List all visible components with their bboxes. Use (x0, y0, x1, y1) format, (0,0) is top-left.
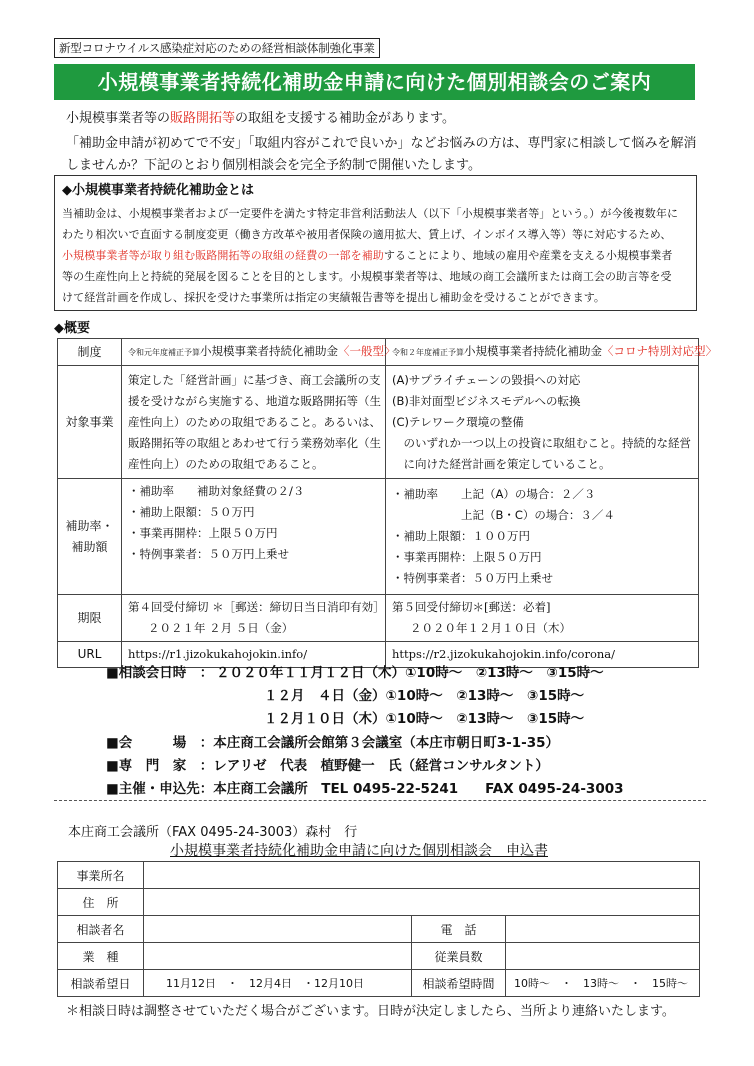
budget-note: 令和元年度補正予算 (128, 348, 200, 357)
cell-line: ・補助率 補助対象経費の２/３ (128, 484, 305, 498)
about-title: ◆小規模事業者持続化補助金とは (62, 183, 254, 198)
business-name-label: 事業所名 (58, 862, 144, 889)
form-title: 小規模事業者持続化補助金申請に向けた個別相談会 申込書 (170, 843, 548, 859)
row-label: URL (58, 642, 122, 668)
deadline-col1 (122, 595, 386, 642)
cell-line: のいずれか一つ以上の投資に取組むこと。持続的な経営 (392, 435, 691, 450)
form-row (58, 943, 700, 970)
header-cell (122, 339, 396, 366)
cell-line: ・事業再開枠：上限５０万円 (392, 550, 542, 564)
person-field[interactable] (144, 916, 412, 943)
address-field[interactable] (144, 889, 700, 916)
industry-label: 業 種 (58, 943, 144, 970)
cell-line: 策定した「経営計画」に基づき、商工会議所の支 (128, 372, 381, 387)
label-line: 補助率・ (65, 518, 114, 533)
footnote: ＊相談日時は調整させていただく場合がございます。日時が決定しましたら、当所より連絡いたします。 (66, 1004, 675, 1019)
cell-line: (C)テレワーク環境の整備 (392, 414, 524, 429)
cell-line: ・補助率 上記（A）の場合：２／３ (392, 487, 596, 501)
time-options[interactable]: 10時～ ・ 13時～ ・ 15時～ (506, 970, 700, 997)
about-line: わたり相次いで直面する制度変更（働き方改革や被用者保険の適用拡大、賃上げ、インボイス導入等）等に対応するため、 (62, 228, 672, 241)
about-line: 等の生産性向上と持続的発展を図ることを目的とします。小規模事業者等は、地域の商工会議所または商工会の助言等を受 (62, 270, 672, 283)
date-options[interactable]: 11月12日 ・ 12月4日 ・12月10日 (144, 970, 412, 997)
intro-line-2: 「補助金申請が初めてで不安」「取組内容がこれで良いか」などお悩みの方は、専門家に相談して悩みを解消 (66, 136, 697, 151)
form-row (58, 862, 700, 889)
cell-line: ・補助上限額：１００万円 (392, 529, 530, 543)
label-line: 補助額 (71, 539, 108, 554)
table-row (58, 339, 699, 366)
form-row (58, 970, 700, 997)
intro-line-1 (66, 107, 455, 126)
about-line (62, 247, 673, 263)
cell-line: 第５回受付締切＊[郵送：必着] (392, 600, 551, 614)
about-highlight: 小規模事業者等が取り組む販路開拓等の取組の経費の一部を補助 (62, 249, 384, 262)
application-form (57, 861, 700, 997)
cell-line: ・特例事業者：５０万円上乗せ (128, 547, 289, 561)
cell-line: 第４回受付締切 ＊［郵送：締切日当日消印有効］ (128, 600, 385, 614)
table-row (58, 595, 699, 642)
cell-line: 産性向上）のための取組であること。 (128, 456, 324, 471)
cell-line: (A)サプライチェーンの毀損への対応 (392, 372, 581, 387)
business-name-field[interactable] (144, 862, 700, 889)
time-label: 相談希望時間 (412, 970, 506, 997)
employees-label: 従業員数 (412, 943, 506, 970)
cell-line: 上記（B・C）の場合：３／４ (392, 508, 615, 522)
venue: ■会 場 ：本庄商工会議所会館第３会議室（本庄市朝日町3-1-35） (106, 735, 560, 751)
row-label (58, 479, 122, 595)
url-link[interactable]: https://r2.jizokukahojokin.info/corona/ (386, 642, 699, 668)
cell-line: ・補助上限額：５０万円 (128, 505, 255, 519)
schedule-row: ２０２０年１１月１２日（木）①10時～ ②13時～ ③15時～ (216, 665, 604, 681)
intro-text: 小規模事業者等の (66, 111, 171, 126)
schedule-label: ■相談会日時 ： (106, 665, 214, 681)
budget-note: 令和２年度補正予算 (392, 348, 464, 357)
form-row (58, 916, 700, 943)
cell-line: ・事業再開枠：上限５０万円 (128, 526, 278, 540)
schedule-row: １２月 ４日（金）①10時～ ②13時～ ③15時～ (264, 688, 585, 704)
table-row (58, 366, 699, 479)
phone-field[interactable] (506, 916, 700, 943)
expert: ■専 門 家 ：レアリゼ 代表 植野健一 氏（経営コンサルタント） (106, 758, 549, 774)
form-address: 本庄商工会議所（FAX 0495-24-3003）森村 行 (68, 825, 358, 840)
url-link[interactable]: https://r1.jizokukahojokin.info/ (122, 642, 386, 668)
target-col2 (386, 366, 699, 479)
overview-title: ◆概要 (54, 321, 90, 336)
intro-line-3: しませんか？下記のとおり個別相談会を完全予約制で開催いたします。 (66, 158, 481, 173)
program-name: 小規模事業者持続化補助金 (200, 344, 338, 358)
cell-line: 援を受けながら実施する、地道な販路開拓等（生 (128, 393, 381, 408)
cell-line: ２０２１年 ２月 ５日（金） (148, 621, 294, 635)
host-contact: ■主催・申込先：本庄商工会議所 TEL 0495-22-5241 FAX 0495-24-3003 (106, 781, 624, 797)
industry-field[interactable] (144, 943, 412, 970)
employees-field[interactable] (506, 943, 700, 970)
date-label: 相談希望日 (58, 970, 144, 997)
program-type: 〈一般型〉 (338, 344, 396, 358)
cell-line: ２０２０年１２月１０日（木） (410, 621, 571, 635)
phone-label: 電 話 (412, 916, 506, 943)
cell-line: ・特例事業者：５０万円上乗せ (392, 571, 553, 585)
about-text: することにより、地域の雇用や産業を支える小規模事業者 (383, 249, 673, 262)
about-line: 当補助金は、小規模事業者および一定要件を満たす特定非営利活動法人（以下「小規模事業者等」という。）が今後複数年に (62, 207, 679, 220)
rate-col2 (386, 479, 699, 595)
cell-line: (B)非対面型ビジネスモデルへの転換 (392, 393, 581, 408)
schedule-row: １２月１０日（木）①10時～ ②13時～ ③15時～ (264, 711, 585, 727)
person-label: 相談者名 (58, 916, 144, 943)
intro-text: の取組を支援する補助金があります。 (235, 111, 455, 126)
cell-line: 販路開拓等の取組とあわせて行う業務効率化（生 (128, 435, 381, 450)
address-label: 住 所 (58, 889, 144, 916)
cell-line: 産性向上）のための取組であること。あるいは、 (128, 414, 381, 429)
cell-line: に向けた経営計画を策定していること。 (392, 456, 611, 471)
row-label: 期限 (58, 595, 122, 642)
header-cell (386, 339, 717, 366)
header-cell: 制度 (58, 339, 122, 366)
deadline-col2 (386, 595, 699, 642)
intro-highlight: 販路開拓等 (170, 111, 236, 126)
row-label: 対象事業 (58, 366, 122, 479)
program-type: 〈コロナ特別対応型〉 (602, 344, 717, 358)
banner-title: 小規模事業者持続化補助金申請に向けた個別相談会のご案内 (54, 64, 695, 100)
about-line: けて経営計画を作成し、採択を受けた事業所は指定の実績報告書等を提出し補助金を受けることができます。 (62, 291, 606, 304)
overview-table (57, 338, 717, 668)
program-tag: 新型コロナウイルス感染症対応のための経営相談体制強化事業 (54, 38, 380, 58)
table-row (58, 479, 699, 595)
program-name: 小規模事業者持続化補助金 (464, 344, 602, 358)
cut-line (54, 800, 706, 801)
form-row (58, 889, 700, 916)
target-col1 (122, 366, 386, 479)
rate-col1 (122, 479, 386, 595)
